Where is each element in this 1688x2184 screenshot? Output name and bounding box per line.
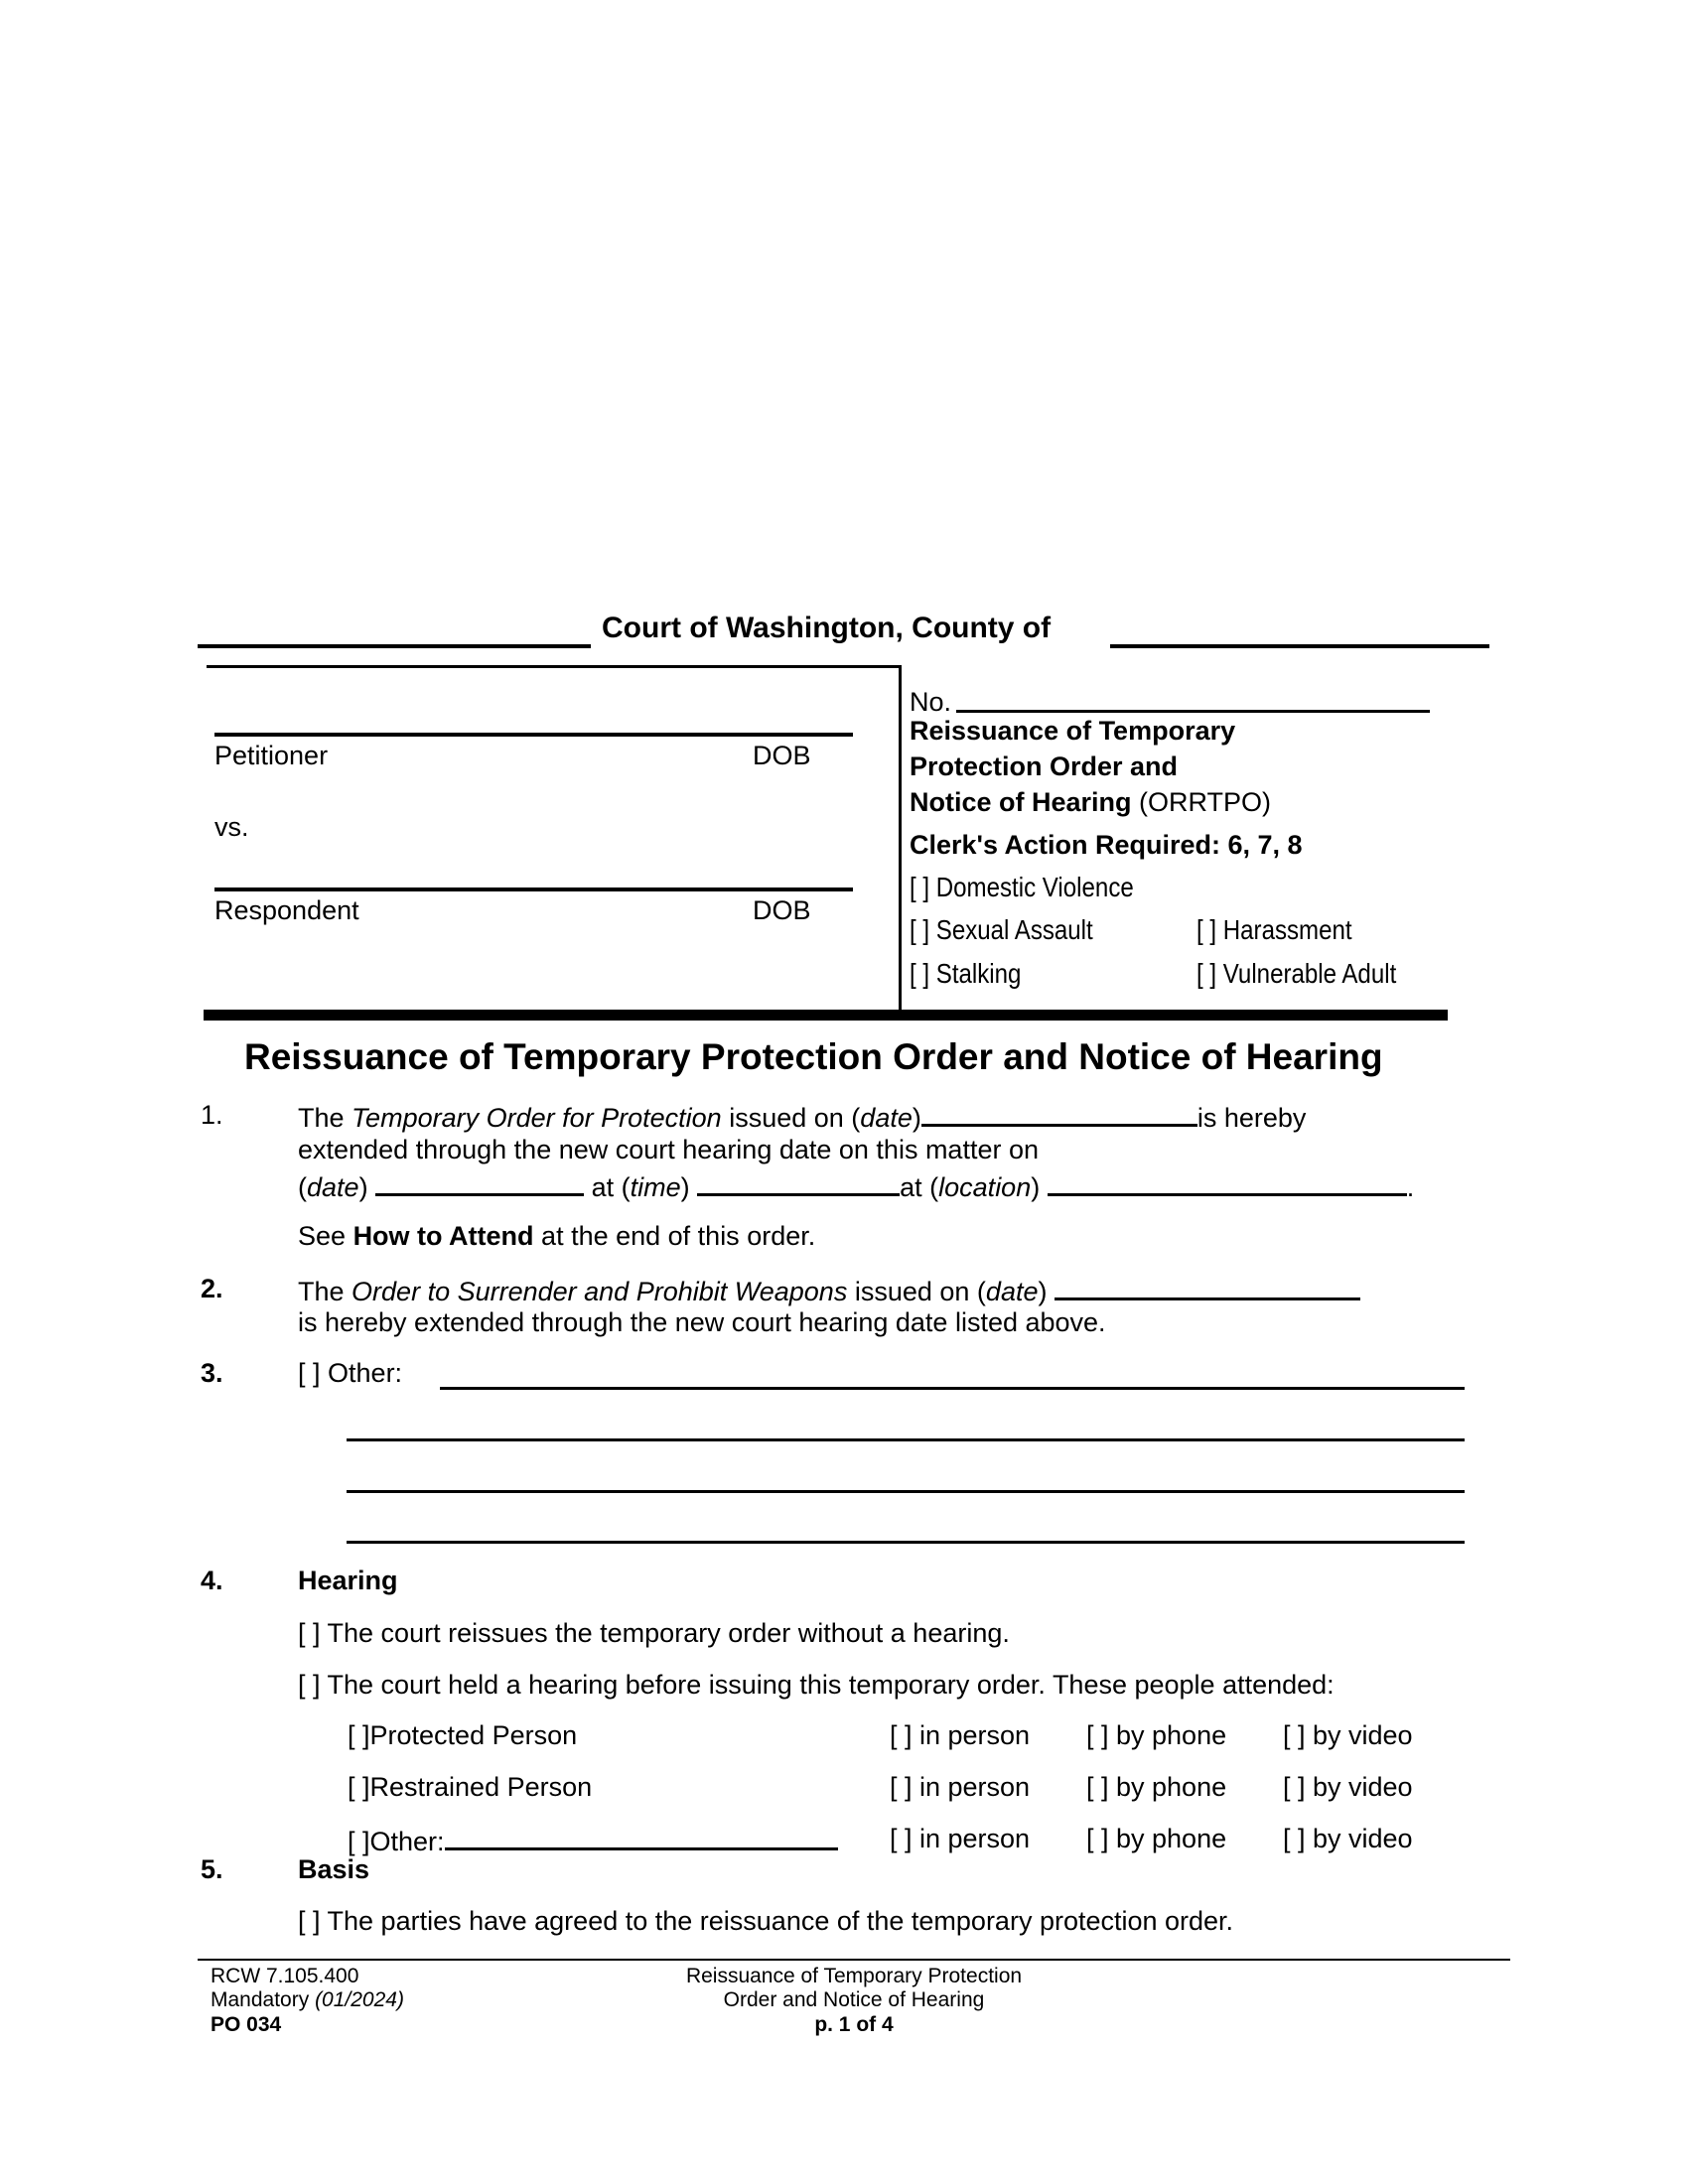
attendee-restrained-by-phone[interactable]: [ ] by phone bbox=[1086, 1772, 1227, 1802]
hearing-location-blank[interactable] bbox=[1048, 1171, 1407, 1196]
text: Mandatory bbox=[211, 1988, 310, 2011]
option-label: The court held a hearing before issuing this temporary order. These people attended: bbox=[327, 1670, 1335, 1700]
respondent-label: Respondent bbox=[214, 895, 359, 925]
checkbox[interactable]: [ ] bbox=[348, 1720, 370, 1750]
attendee-other-by-video[interactable]: [ ] by video bbox=[1283, 1824, 1413, 1853]
case-type-stalking[interactable] bbox=[910, 960, 1021, 988]
case-number-label: No. bbox=[910, 687, 952, 717]
section-4-number: 4. bbox=[201, 1566, 223, 1595]
text: ) bbox=[1038, 1277, 1048, 1306]
hearing-date-blank[interactable] bbox=[375, 1171, 584, 1196]
text: is hereby bbox=[1196, 1103, 1307, 1133]
section-5-number: 5. bbox=[201, 1854, 223, 1884]
text: at ( bbox=[900, 1172, 939, 1202]
checkbox[interactable]: [ ] bbox=[910, 958, 930, 989]
checkbox[interactable]: [ ] bbox=[348, 1772, 370, 1802]
attendee-protected-person[interactable] bbox=[348, 1722, 577, 1749]
attendee-other-in-person[interactable]: [ ] in person bbox=[890, 1824, 1031, 1853]
text: at ( bbox=[591, 1172, 631, 1202]
doc-title-line3-text: Notice of Hearing bbox=[910, 787, 1132, 817]
other-blank-line-2[interactable] bbox=[347, 1438, 1465, 1441]
checkbox[interactable]: [ ] bbox=[298, 1906, 321, 1936]
order-name: Order to Surrender and Prohibit Weapons bbox=[352, 1277, 848, 1306]
attendee-restrained-person[interactable] bbox=[348, 1774, 592, 1801]
checkbox[interactable]: [ ] bbox=[1196, 958, 1217, 989]
other-blank-line-4[interactable] bbox=[347, 1541, 1465, 1544]
attendee-protected-in-person[interactable]: [ ] in person bbox=[890, 1720, 1031, 1750]
case-type-label: Harassment bbox=[1222, 914, 1352, 945]
option-label: The court reissues the temporary order without a hearing. bbox=[327, 1618, 1010, 1648]
section-1-see-how-to-attend bbox=[298, 1223, 815, 1250]
weapons-order-date-blank[interactable] bbox=[1055, 1276, 1360, 1300]
section-3-number: 3. bbox=[201, 1358, 223, 1388]
text: at the end of this order. bbox=[541, 1221, 816, 1251]
case-type-label: Sexual Assault bbox=[935, 914, 1093, 945]
text: location bbox=[938, 1172, 1032, 1202]
checkbox[interactable]: [ ] bbox=[910, 914, 930, 945]
footer-mandatory bbox=[211, 1989, 404, 2010]
checkbox[interactable]: [ ] bbox=[298, 1618, 321, 1648]
section-5-heading: Basis bbox=[298, 1854, 370, 1884]
checkbox[interactable]: [ ] bbox=[910, 872, 930, 902]
text: issued on ( bbox=[854, 1277, 986, 1306]
petitioner-dob-label: DOB bbox=[753, 741, 811, 770]
text: time bbox=[630, 1172, 681, 1202]
case-number-blank[interactable] bbox=[956, 710, 1430, 713]
section-1-number: 1. bbox=[201, 1100, 223, 1130]
footer-title-line1: Reissuance of Temporary Protection bbox=[685, 1965, 1023, 1987]
section-1-line2: extended through the new court hearing date on this matter on bbox=[298, 1135, 1039, 1164]
attendee-other[interactable] bbox=[348, 1826, 838, 1855]
checkbox[interactable]: [ ] bbox=[298, 1358, 321, 1388]
footer-title-line2: Order and Notice of Hearing bbox=[723, 1988, 985, 2011]
section-4-heading: Hearing bbox=[298, 1566, 398, 1595]
attendee-other-by-phone[interactable]: [ ] by phone bbox=[1086, 1824, 1227, 1853]
how-to-attend-ref: How to Attend bbox=[352, 1221, 534, 1251]
case-type-sexual-assault[interactable] bbox=[910, 916, 1093, 944]
caption-top-rule bbox=[207, 665, 902, 668]
county-blank-left[interactable] bbox=[198, 644, 591, 648]
caption-divider bbox=[899, 665, 902, 1011]
main-title: Reissuance of Temporary Protection Order and Notice of Hearing bbox=[244, 1036, 1383, 1077]
doc-code: (ORRTPO) bbox=[1139, 787, 1272, 817]
attendee-label: Protected Person bbox=[369, 1720, 578, 1750]
caption-bottom-thick-rule bbox=[204, 1010, 1448, 1021]
hearing-option-held-hearing[interactable] bbox=[298, 1672, 1335, 1699]
text: ) bbox=[358, 1172, 368, 1202]
attendee-other-blank[interactable] bbox=[445, 1826, 838, 1850]
respondent-dob-label: DOB bbox=[753, 895, 811, 925]
text: ) bbox=[912, 1103, 921, 1133]
doc-title-line1: Reissuance of Temporary bbox=[910, 716, 1236, 746]
case-type-vulnerable-adult[interactable] bbox=[1196, 960, 1396, 988]
option-label: The parties have agreed to the reissuance of the temporary protection order. bbox=[327, 1906, 1234, 1936]
other-blank-line-1[interactable] bbox=[440, 1387, 1465, 1390]
case-type-label: Domestic Violence bbox=[935, 872, 1134, 902]
text: ( bbox=[298, 1172, 307, 1202]
footer-page-number: p. 1 of 4 bbox=[814, 2013, 894, 2036]
court-title: Court of Washington, County of bbox=[602, 612, 1052, 644]
section-2-line2: is hereby extended through the new court hearing date listed above. bbox=[298, 1307, 1106, 1337]
text: See bbox=[298, 1221, 347, 1251]
attendee-restrained-in-person[interactable]: [ ] in person bbox=[890, 1772, 1031, 1802]
revision-date: (01/2024) bbox=[315, 1988, 404, 2011]
attendee-protected-by-video[interactable]: [ ] by video bbox=[1283, 1720, 1413, 1750]
text: The bbox=[298, 1103, 345, 1133]
section-3-other bbox=[298, 1360, 402, 1387]
text: date bbox=[860, 1103, 913, 1133]
text: date bbox=[307, 1172, 359, 1202]
checkbox[interactable]: [ ] bbox=[348, 1827, 370, 1856]
other-blank-line-3[interactable] bbox=[347, 1490, 1465, 1493]
case-type-label: Stalking bbox=[935, 958, 1022, 989]
order-name: Temporary Order for Protection bbox=[352, 1103, 722, 1133]
text: . bbox=[1406, 1172, 1415, 1202]
doc-title-line2: Protection Order and bbox=[910, 751, 1179, 781]
text: issued on ( bbox=[729, 1103, 861, 1133]
attendee-label: Other: bbox=[369, 1827, 445, 1856]
attendee-label: Restrained Person bbox=[369, 1772, 593, 1802]
footer-form-id: PO 034 bbox=[211, 2013, 282, 2036]
footer-statute: RCW 7.105.400 bbox=[211, 1965, 359, 1987]
case-type-domestic-violence[interactable] bbox=[910, 874, 1134, 901]
county-blank-right[interactable] bbox=[1110, 644, 1489, 648]
case-type-harassment[interactable] bbox=[1196, 916, 1352, 944]
other-label: Other: bbox=[328, 1358, 403, 1388]
vs-label: vs. bbox=[214, 812, 249, 842]
text: ) bbox=[680, 1172, 690, 1202]
respondent-blank[interactable] bbox=[214, 887, 853, 891]
section-2-line1 bbox=[298, 1276, 1360, 1305]
checkbox[interactable]: [ ] bbox=[298, 1670, 321, 1700]
clerk-action: Clerk's Action Required: 6, 7, 8 bbox=[910, 830, 1303, 860]
text: date bbox=[985, 1277, 1039, 1306]
section-1-line1 bbox=[298, 1102, 1306, 1132]
text: ) bbox=[1031, 1172, 1041, 1202]
attendee-protected-by-phone[interactable]: [ ] by phone bbox=[1086, 1720, 1227, 1750]
petitioner-label: Petitioner bbox=[214, 741, 329, 770]
issued-date-blank[interactable] bbox=[921, 1102, 1197, 1127]
section-2-number: 2. bbox=[201, 1274, 223, 1303]
case-type-label: Vulnerable Adult bbox=[1222, 958, 1397, 989]
hearing-time-blank[interactable] bbox=[697, 1171, 900, 1196]
attendee-restrained-by-video[interactable]: [ ] by video bbox=[1283, 1772, 1413, 1802]
basis-option-agreed[interactable] bbox=[298, 1908, 1233, 1935]
hearing-option-no-hearing[interactable] bbox=[298, 1620, 1010, 1647]
footer-rule bbox=[198, 1959, 1510, 1961]
checkbox[interactable]: [ ] bbox=[1196, 914, 1217, 945]
doc-title-line3 bbox=[910, 789, 1271, 816]
section-1-line3 bbox=[298, 1171, 1414, 1201]
text: The bbox=[298, 1277, 345, 1306]
petitioner-blank[interactable] bbox=[214, 733, 853, 737]
